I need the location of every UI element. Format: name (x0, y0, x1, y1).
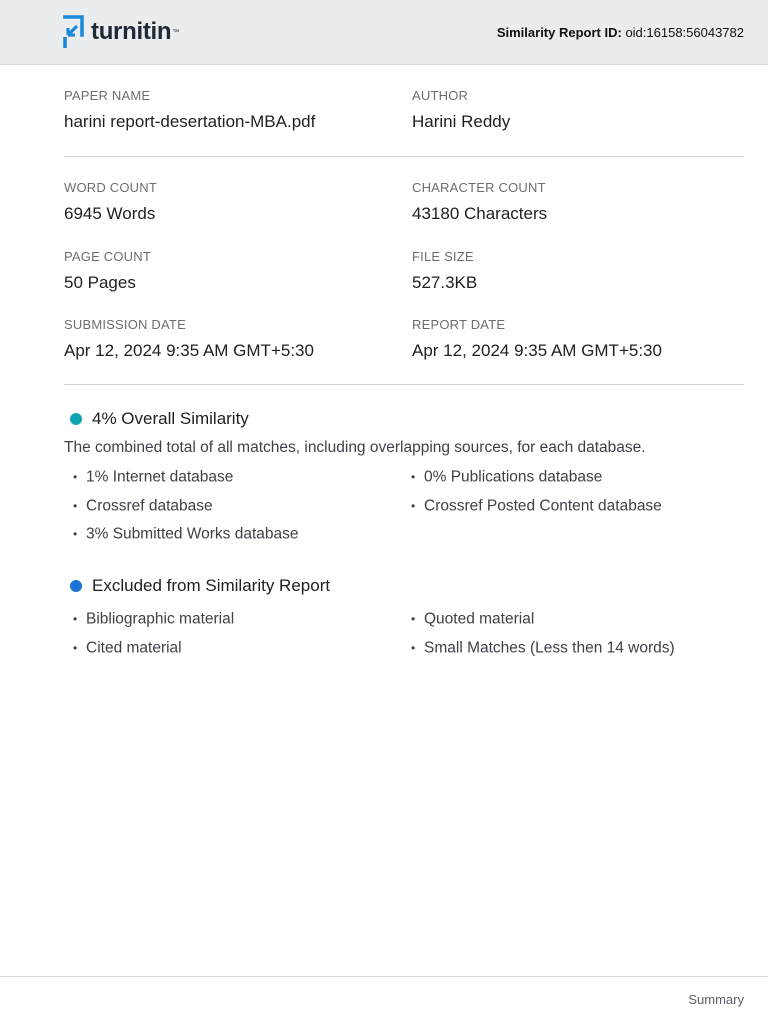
paper-name-value: harini report-desertation-MBA.pdf (64, 112, 316, 131)
word-count-field (64, 180, 157, 224)
list-item: • 1% Internet database (64, 463, 299, 492)
page-count-field (64, 249, 151, 293)
similarity-sources-right (402, 463, 662, 520)
submission-date-label: SUBMISSION DATE (64, 317, 186, 332)
excluded-heading (70, 576, 330, 596)
word-count-label: WORD COUNT (64, 180, 157, 195)
list-item: • Quoted material (402, 605, 675, 634)
footer-summary-label: Summary (688, 992, 744, 1007)
report-id-value: oid:16158:56043782 (625, 25, 744, 40)
file-size-value: 527.3KB (412, 273, 478, 292)
word-count-value: 6945 Words (64, 204, 156, 223)
list-item: • 0% Publications database (402, 463, 662, 492)
list-item: • Crossref Posted Content database (402, 492, 662, 521)
character-count-value: 43180 Characters (412, 204, 548, 223)
paper-name-label: PAPER NAME (64, 88, 151, 103)
logo-wordmark: turnitin (91, 18, 172, 45)
overall-similarity-title: 4% Overall Similarity (92, 409, 249, 428)
excluded-dot-icon (70, 580, 82, 592)
list-item: • 3% Submitted Works database (64, 520, 299, 549)
page-count-label: PAGE COUNT (64, 249, 151, 264)
character-count-label: CHARACTER COUNT (412, 180, 546, 195)
page-count-value: 50 Pages (64, 273, 136, 292)
report-date-value: Apr 12, 2024 9:35 AM GMT+5:30 (412, 341, 662, 360)
similarity-dot-icon (70, 413, 82, 425)
turnitin-logo-icon (63, 14, 85, 50)
paper-name-field (64, 88, 315, 132)
excluded-items-left (64, 605, 234, 662)
similarity-sources-left (64, 463, 299, 549)
excluded-title: Excluded from Similarity Report (92, 576, 331, 595)
report-id-label: Similarity Report ID: (496, 25, 622, 40)
author-value: Harini Reddy (412, 112, 511, 131)
similarity-description: The combined total of all matches, including overlapping sources, for each database. (64, 439, 646, 456)
file-size-field (412, 249, 477, 293)
submission-date-field (64, 317, 314, 361)
report-header (0, 0, 768, 65)
submission-date-value: Apr 12, 2024 9:35 AM GMT+5:30 (64, 341, 314, 360)
list-item: • Small Matches (Less then 14 words) (402, 634, 675, 663)
list-item: • Cited material (64, 634, 234, 663)
author-field (412, 88, 510, 132)
author-label: AUTHOR (412, 88, 469, 103)
footer-divider (0, 976, 768, 977)
report-date-label: REPORT DATE (412, 317, 506, 332)
excluded-items-right (402, 605, 675, 662)
list-item: • Bibliographic material (64, 605, 234, 634)
overall-similarity-heading (70, 409, 249, 429)
list-item: • Crossref database (64, 492, 299, 521)
logo-trademark: ™ (172, 28, 180, 36)
similarity-report-id (497, 25, 744, 40)
turnitin-logo (63, 14, 179, 50)
character-count-field (412, 180, 547, 224)
file-size-label: FILE SIZE (412, 249, 474, 264)
report-date-field (412, 317, 662, 361)
divider (64, 156, 744, 157)
divider (64, 384, 744, 385)
